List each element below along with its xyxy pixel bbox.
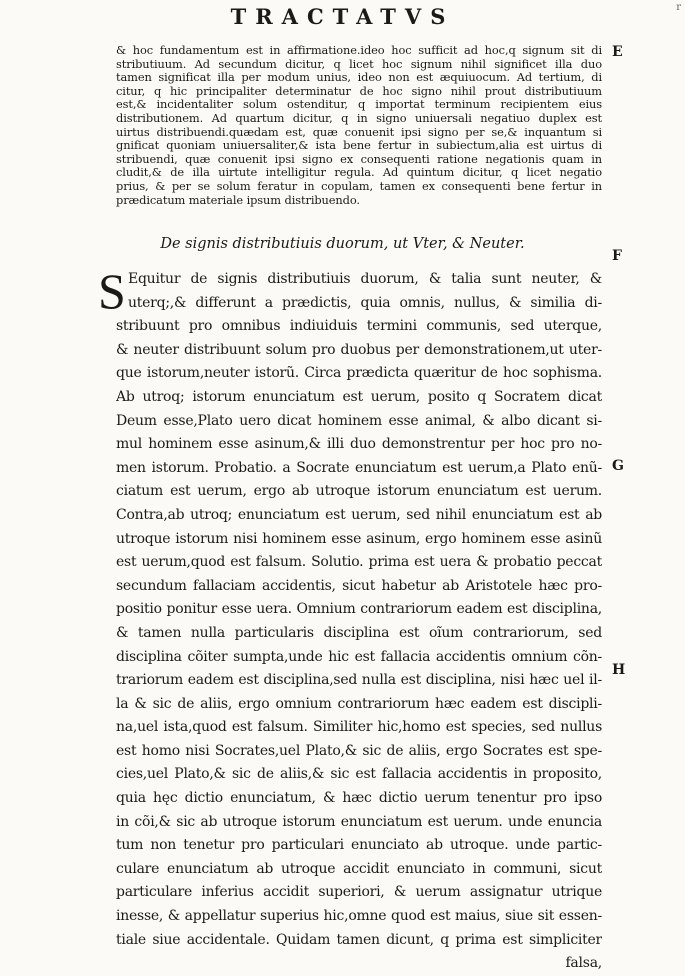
text-line: mul hominem esse asinum,& illi duo demonstrentur per hoc pro no- — [116, 436, 602, 453]
text-line: est uerum,quod est falsum. Solutio. prima est uera & probatio peccat — [116, 554, 602, 571]
text-line: cies,uel Plato,& sic de aliis,& sic est fallacia accidentis in proposito, — [116, 766, 602, 783]
text-line: Ab utroq; istorum enunciatum est uerum, posito q Socratem dicat — [116, 388, 602, 405]
text-line: tamen significat illa per modum unius, ideo non est æquiuocum. Ad tertium, di — [116, 71, 602, 85]
text-line: men istorum. Probatio. a Socrate enunciatum est uerum,a Plato enũ- — [116, 459, 602, 476]
text-line: particulare inferius accidit superiori, & uerum assignatur utrique — [116, 884, 602, 901]
text-line: na,uel ista,quod est falsum. Similiter hic,homo est species, sed nullus — [116, 719, 602, 736]
text-line: inesse, & appellatur superius hic,omne quod est maius, siue sit essen- — [116, 908, 602, 925]
text-line: que istorum,neuter istorũ. Circa prædicta quæritur de hoc sophisma. — [116, 365, 602, 382]
text-line: uirtus distribuendi.quædam est, quæ conuenit ipsi signo per se,& inquantum si — [116, 125, 602, 139]
text-line: stribuendi, quæ conuenit ipsi signo ex consequenti ratione negationis quam in — [116, 152, 602, 166]
margin-letter-g: G — [612, 458, 624, 474]
text-line: prius, & per se solum feratur in copulam, tamen ex consequenti bene fertur in — [116, 179, 602, 193]
catchword: falsa, — [565, 955, 602, 972]
text-line: disciplina cõiter sumpta,unde hic est fallacia accidentis omnium cõn- — [116, 648, 602, 665]
margin-letter-h: H — [612, 662, 626, 678]
text-line: secundum fallaciam accidentis, sicut habetur ab Aristotele hæc pro- — [116, 577, 602, 594]
text-line: tiale siue accidentale. Quidam tamen dicunt, q prima est simpliciter — [116, 931, 602, 948]
text-line: & hoc fundamentum est in affirmatione.ideo hoc sufficit ad hoc,q signum sit di — [116, 44, 602, 57]
second-paragraph — [116, 268, 602, 976]
text-line: cludit,& de illa uirtute intelligitur regula. Ad quintum dicitur, q licet negatio — [116, 166, 602, 180]
text-line: utroque istorum nisi hominem esse asinum, ergo hominem esse asinũ — [116, 530, 602, 547]
text-line: tum non tenetur pro particulari enunciato ab utroque. unde partic- — [116, 837, 602, 854]
text-line: la & sic de aliis, ergo omnium contrariorum hæc eadem est discipli- — [116, 695, 602, 712]
text-line: est,& incidentaliter solum ostenditur, q importat terminum recipientem eius — [116, 98, 602, 112]
text-line: citur, q hic principaliter determinatur de hoc signo nihil prout distributiuum — [116, 84, 602, 98]
text-line: uterq;,& differunt a prædictis, quia omnis, nullus, & similia di- — [128, 294, 602, 311]
section-heading: De signis distributiuis duorum, ut Vter, & Neuter. — [160, 236, 525, 252]
initial-letter: S — [98, 263, 126, 319]
text-line: gnificat quoniam uniuersaliter,& ista bene fertur in subiectum,alia est uirtus di — [116, 139, 602, 153]
text-line: in cõi,& sic ab utroque istorum enunciatum est uerum. unde enuncia — [116, 813, 602, 830]
text-line: Contra,ab utroq; enunciatum est uerum, sed nihil enunciatum est ab — [116, 506, 602, 523]
text-line: stribuunt pro omnibus indiuiduis termini communis, sed uterque, — [116, 318, 602, 335]
first-paragraph — [116, 44, 602, 207]
text-line: distributionem. Ad quartum dicitur, q in signo uniuersali negatiuo duplex est — [116, 111, 602, 125]
text-line: & neuter distribuunt solum pro duobus per demonstrationem,ut uter- — [116, 341, 602, 358]
text-line: ciatum est uerum, ergo ab utroque istorum enunciatum est uerum. — [116, 483, 602, 500]
text-line: Equitur de signis distributiuis duorum, & talia sunt neuter, & — [128, 271, 602, 287]
text-line: est homo nisi Socrates,uel Plato,& sic de aliis, ergo Socrates est spe- — [116, 742, 602, 759]
text-line: Deum esse,Plato uero dicat hominem esse animal, & albo dicant si- — [116, 412, 602, 429]
text-line: culare enunciatum ab utroque accidit enunciato in communi, sicut — [116, 860, 602, 877]
margin-letter-f: F — [612, 248, 622, 264]
text-line: stributiuum. Ad secundum dicitur, q licet hoc signum nihil significet illa duo — [116, 57, 602, 71]
text-line: quia hęc dictio enunciatum, & hæc dictio uerum tenentur pro ipso — [116, 790, 602, 807]
running-head: TRACTATVS — [230, 4, 455, 29]
margin-letter-e: E — [612, 44, 623, 60]
corner-mark: r — [676, 2, 681, 13]
text-line: prædicatum materiale ipsum distribuendo. — [116, 193, 360, 207]
text-line: positio ponitur esse uera. Omnium contrariorum eadem est disciplina, — [116, 601, 602, 618]
text-line: & tamen nulla particularis disciplina est oĩum contrariorum, sed — [116, 624, 602, 641]
text-line: trariorum eadem est disciplina,sed nulla est disciplina, nisi hæc uel il- — [116, 672, 602, 689]
